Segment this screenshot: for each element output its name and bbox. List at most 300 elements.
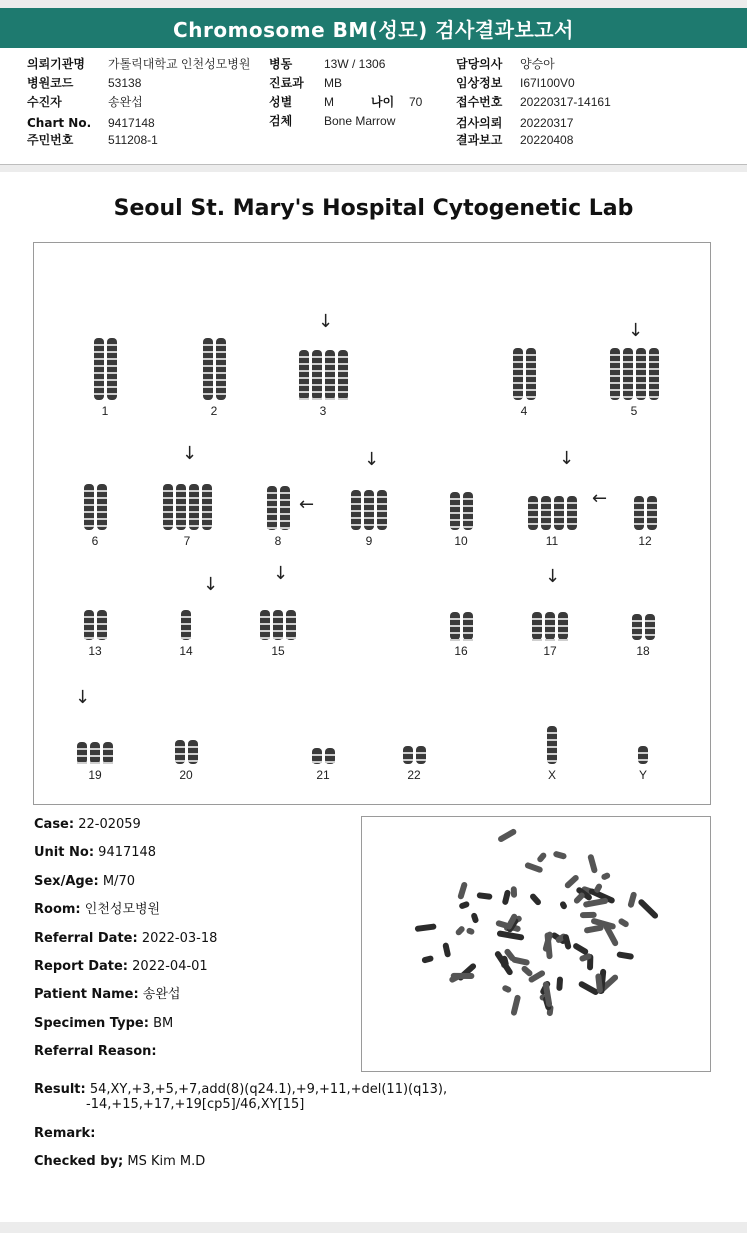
- band: [377, 503, 387, 505]
- band: [325, 370, 335, 372]
- band: [84, 518, 94, 520]
- band: [528, 516, 538, 518]
- chromosome-X: [545, 724, 559, 766]
- chromosome-5: [608, 346, 661, 402]
- band: [649, 396, 659, 398]
- chromosome-label: 12: [638, 534, 652, 548]
- chromosome-3: [297, 348, 350, 402]
- band: [636, 396, 646, 398]
- band: [338, 384, 348, 386]
- chromosome-label: Y: [638, 768, 647, 782]
- band: [176, 490, 186, 492]
- band: [450, 618, 460, 620]
- chromatid: [103, 742, 113, 764]
- metaphase-chromosome: [637, 898, 659, 920]
- band: [526, 354, 536, 356]
- band: [526, 396, 536, 398]
- band: [189, 504, 199, 506]
- band: [176, 525, 186, 527]
- field-value: 9417148: [98, 845, 157, 861]
- metaphase-chromosome: [524, 862, 543, 874]
- chromosome-label: 21: [316, 768, 330, 782]
- band: [90, 755, 100, 757]
- band: [532, 625, 542, 627]
- chromosome-Y: [636, 744, 650, 766]
- case-field: [34, 959, 354, 987]
- case-details: [34, 817, 354, 1073]
- band: [403, 759, 413, 761]
- metaphase-chromosome: [501, 984, 512, 993]
- band: [202, 504, 212, 506]
- info-value: 가톨릭대학교 인천성모병원: [108, 57, 251, 71]
- chromatid: [547, 726, 557, 764]
- band: [377, 524, 387, 526]
- band: [636, 361, 646, 363]
- case-field: [34, 931, 354, 959]
- band: [216, 358, 226, 360]
- band: [273, 630, 283, 632]
- cytogenetic-report: [0, 172, 747, 1222]
- result-key: Result:: [34, 1082, 86, 1097]
- chromosome-2: [201, 336, 228, 402]
- band: [107, 365, 117, 367]
- info-label: 병원코드: [27, 76, 74, 90]
- info-label: 의뢰기관명: [27, 57, 85, 71]
- band: [107, 372, 117, 374]
- band: [610, 375, 620, 377]
- chromosome-label: 10: [454, 534, 468, 548]
- band: [203, 365, 213, 367]
- band: [216, 393, 226, 395]
- band: [77, 755, 87, 757]
- band: [189, 497, 199, 499]
- band: [636, 368, 646, 370]
- band: [610, 382, 620, 384]
- band: [260, 630, 270, 632]
- band: [84, 511, 94, 513]
- band: [216, 379, 226, 381]
- band: [107, 344, 117, 346]
- band: [181, 623, 191, 625]
- band: [450, 639, 460, 641]
- band: [84, 616, 94, 618]
- remark-key: Remark:: [34, 1126, 96, 1141]
- band: [107, 351, 117, 353]
- band: [450, 519, 460, 521]
- band: [528, 502, 538, 504]
- metaphase-chromosome: [502, 889, 511, 905]
- chromosome-16: [448, 610, 475, 642]
- info-label: 결과보고: [456, 133, 503, 147]
- chromatid: [450, 492, 460, 530]
- band: [377, 517, 387, 519]
- chromosome-label: 16: [454, 644, 468, 658]
- band: [84, 637, 94, 639]
- band: [364, 517, 374, 519]
- band: [623, 389, 633, 391]
- band: [267, 527, 277, 529]
- band: [267, 499, 277, 501]
- case-field: [34, 987, 354, 1015]
- metaphase-chromosome: [458, 901, 470, 910]
- band: [103, 762, 113, 764]
- info-label: Chart No.: [27, 116, 92, 130]
- band: [189, 490, 199, 492]
- band: [351, 503, 361, 505]
- band: [645, 627, 655, 629]
- band: [545, 618, 555, 620]
- chromatid: [94, 338, 104, 400]
- band: [84, 623, 94, 625]
- band: [526, 382, 536, 384]
- band: [463, 519, 473, 521]
- band: [558, 632, 568, 634]
- band: [181, 637, 191, 639]
- chromosome-21: [310, 746, 337, 766]
- band: [216, 344, 226, 346]
- arrow-down-icon: ↓: [75, 687, 91, 708]
- chromosome-15: [258, 608, 298, 642]
- chromosome-label: 17: [543, 644, 557, 658]
- band: [97, 637, 107, 639]
- band: [202, 511, 212, 513]
- band: [526, 361, 536, 363]
- result-line-2: -14,+15,+17,+19[cp5]/46,XY[15]: [86, 1097, 305, 1112]
- info-label: 성별: [269, 95, 293, 109]
- band: [513, 375, 523, 377]
- chromosome-12: [632, 494, 659, 532]
- band: [541, 502, 551, 504]
- info-value: 양승아: [520, 57, 555, 71]
- band: [526, 368, 536, 370]
- chromosome-11: [526, 494, 579, 532]
- band: [286, 623, 296, 625]
- metaphase-chromosome: [511, 886, 518, 898]
- band: [632, 634, 642, 636]
- band: [547, 732, 557, 734]
- field-key: Case:: [34, 817, 75, 832]
- band: [547, 746, 557, 748]
- band: [649, 361, 659, 363]
- chromosome-13: [82, 608, 109, 642]
- band: [216, 372, 226, 374]
- band: [273, 637, 283, 639]
- band: [163, 518, 173, 520]
- band: [623, 368, 633, 370]
- band: [97, 630, 107, 632]
- band: [163, 504, 173, 506]
- band: [416, 759, 426, 761]
- band: [203, 386, 213, 388]
- band: [463, 505, 473, 507]
- info-value: 20220408: [520, 133, 574, 147]
- metaphase-chromosome: [520, 965, 533, 978]
- band: [286, 616, 296, 618]
- band: [312, 754, 322, 756]
- band: [107, 379, 117, 381]
- band: [610, 361, 620, 363]
- band: [647, 502, 657, 504]
- report-header-bar: [0, 8, 747, 48]
- band: [312, 398, 322, 400]
- chromosome-label: 22: [407, 768, 421, 782]
- chromatid: [203, 338, 213, 400]
- band: [299, 391, 309, 393]
- band: [267, 506, 277, 508]
- band: [541, 509, 551, 511]
- band: [260, 637, 270, 639]
- band: [463, 618, 473, 620]
- chromosome-label: 5: [630, 404, 638, 418]
- chromosome-14: [179, 608, 193, 642]
- band: [216, 386, 226, 388]
- band: [286, 630, 296, 632]
- band: [267, 513, 277, 515]
- metaphase-chromosome: [476, 892, 492, 900]
- band: [547, 753, 557, 755]
- band: [312, 356, 322, 358]
- band: [97, 616, 107, 618]
- band: [351, 524, 361, 526]
- info-value: 20220317: [520, 116, 574, 130]
- band: [338, 356, 348, 358]
- band: [280, 520, 290, 522]
- info-value: 9417148: [108, 116, 155, 130]
- band: [312, 363, 322, 365]
- band: [216, 365, 226, 367]
- band: [450, 526, 460, 528]
- band: [545, 632, 555, 634]
- band: [325, 398, 335, 400]
- band: [513, 368, 523, 370]
- chromosome-7: [161, 482, 214, 532]
- band: [513, 382, 523, 384]
- band: [558, 639, 568, 641]
- info-value: 13W / 1306: [324, 57, 386, 71]
- band: [163, 497, 173, 499]
- band: [547, 739, 557, 741]
- band: [97, 497, 107, 499]
- band: [532, 632, 542, 634]
- band: [513, 361, 523, 363]
- band: [634, 502, 644, 504]
- band: [94, 379, 104, 381]
- band: [338, 391, 348, 393]
- metaphase-chromosome: [510, 994, 521, 1016]
- info-value: MB: [324, 76, 342, 90]
- metaphase-chromosome: [564, 874, 580, 890]
- metaphase-chromosome: [616, 951, 634, 960]
- band: [280, 513, 290, 515]
- band: [513, 354, 523, 356]
- band: [364, 510, 374, 512]
- band: [377, 510, 387, 512]
- band: [267, 520, 277, 522]
- metaphase-chromosome: [529, 892, 542, 906]
- metaphase-chromosome: [470, 912, 479, 924]
- band: [94, 393, 104, 395]
- chromatid: [77, 742, 87, 764]
- chromosome-19: [75, 740, 115, 766]
- band: [623, 354, 633, 356]
- band: [649, 368, 659, 370]
- chromosome-label: 9: [365, 534, 373, 548]
- band: [175, 753, 185, 755]
- band: [567, 516, 577, 518]
- band: [558, 618, 568, 620]
- band: [203, 344, 213, 346]
- band: [189, 518, 199, 520]
- band: [77, 748, 87, 750]
- band: [554, 502, 564, 504]
- band: [636, 389, 646, 391]
- field-value: BM: [153, 1015, 174, 1031]
- band: [547, 760, 557, 762]
- chromosome-4: [511, 346, 538, 402]
- band: [325, 377, 335, 379]
- band: [567, 502, 577, 504]
- metaphase-chromosome: [572, 942, 589, 956]
- band: [623, 396, 633, 398]
- chromatid: [416, 746, 426, 764]
- band: [649, 382, 659, 384]
- band: [463, 632, 473, 634]
- band: [450, 512, 460, 514]
- band: [364, 503, 374, 505]
- band: [463, 512, 473, 514]
- chromatid: [463, 492, 473, 530]
- band: [202, 518, 212, 520]
- band: [273, 623, 283, 625]
- band: [94, 344, 104, 346]
- band: [364, 524, 374, 526]
- chromosome-label: 1: [101, 404, 109, 418]
- band: [541, 523, 551, 525]
- band: [463, 639, 473, 641]
- band: [203, 393, 213, 395]
- band: [636, 354, 646, 356]
- band: [203, 358, 213, 360]
- band: [463, 498, 473, 500]
- metaphase-chromosome: [556, 976, 563, 991]
- metaphase-chromosome: [627, 891, 637, 908]
- field-value: 22-02059: [78, 817, 141, 832]
- chromosome-label: 18: [636, 644, 650, 658]
- info-label: 담당의사: [456, 57, 503, 71]
- band: [325, 356, 335, 358]
- band: [558, 625, 568, 627]
- band: [351, 510, 361, 512]
- chromatid: [107, 338, 117, 400]
- field-key: Referral Reason:: [34, 1044, 157, 1060]
- case-field: [34, 845, 354, 873]
- band: [338, 370, 348, 372]
- band: [84, 525, 94, 527]
- field-key: Patient Name:: [34, 987, 139, 1003]
- chromosome-label: 4: [520, 404, 528, 418]
- chromosome-label: 20: [179, 768, 193, 782]
- band: [513, 396, 523, 398]
- metaphase-chromosome: [559, 900, 568, 910]
- field-key: Specimen Type:: [34, 1015, 149, 1031]
- chromosome-label: 13: [88, 644, 102, 658]
- band: [163, 525, 173, 527]
- band: [325, 391, 335, 393]
- arrow-down-icon: ↓: [364, 449, 380, 470]
- band: [216, 351, 226, 353]
- band: [97, 525, 107, 527]
- metaphase-chromosome: [466, 927, 476, 936]
- band: [541, 516, 551, 518]
- band: [532, 618, 542, 620]
- band: [647, 509, 657, 511]
- case-field: [34, 874, 354, 902]
- band: [338, 377, 348, 379]
- band: [325, 384, 335, 386]
- band: [554, 509, 564, 511]
- arrow-down-icon: ↓: [318, 311, 334, 332]
- chromosome-20: [173, 738, 200, 766]
- metaphase-chromosome: [553, 850, 568, 859]
- band: [188, 760, 198, 762]
- band: [103, 755, 113, 757]
- band: [260, 623, 270, 625]
- arrow-down-icon: ↓: [273, 563, 289, 584]
- band: [450, 505, 460, 507]
- band: [647, 523, 657, 525]
- band: [610, 368, 620, 370]
- band: [634, 509, 644, 511]
- metaphase-chromosome: [536, 851, 548, 863]
- field-value: 2022-04-01: [132, 958, 208, 974]
- band: [645, 620, 655, 622]
- band: [90, 762, 100, 764]
- band: [545, 639, 555, 641]
- info-value: 511208-1: [108, 133, 158, 147]
- band: [312, 391, 322, 393]
- band: [649, 354, 659, 356]
- metaphase-chromosome: [454, 925, 465, 937]
- metaphase-chromosome: [580, 912, 597, 918]
- band: [645, 634, 655, 636]
- chromosome-label: 2: [210, 404, 218, 418]
- band: [97, 490, 107, 492]
- field-key: Sex/Age:: [34, 873, 99, 889]
- band: [545, 625, 555, 627]
- chromosome-label: 8: [274, 534, 282, 548]
- chromosome-10: [448, 490, 475, 532]
- band: [163, 490, 173, 492]
- karyotype-image: [33, 242, 711, 805]
- metaphase-chromosome: [421, 955, 434, 964]
- band: [623, 382, 633, 384]
- band: [188, 753, 198, 755]
- arrow-down-icon: ↓: [628, 320, 644, 341]
- band: [610, 389, 620, 391]
- arrow-left-icon: ←: [299, 494, 315, 515]
- arrow-down-icon: ↓: [559, 448, 575, 469]
- metaphase-chromosome: [587, 854, 598, 874]
- info-label: 검사의뢰: [456, 116, 503, 130]
- band: [338, 363, 348, 365]
- chromosome-label: 19: [88, 768, 102, 782]
- band: [636, 375, 646, 377]
- chromosome-label: 3: [319, 404, 327, 418]
- info-label: 주민번호: [27, 133, 74, 147]
- band: [647, 516, 657, 518]
- info-value: 53138: [108, 76, 142, 90]
- band: [463, 625, 473, 627]
